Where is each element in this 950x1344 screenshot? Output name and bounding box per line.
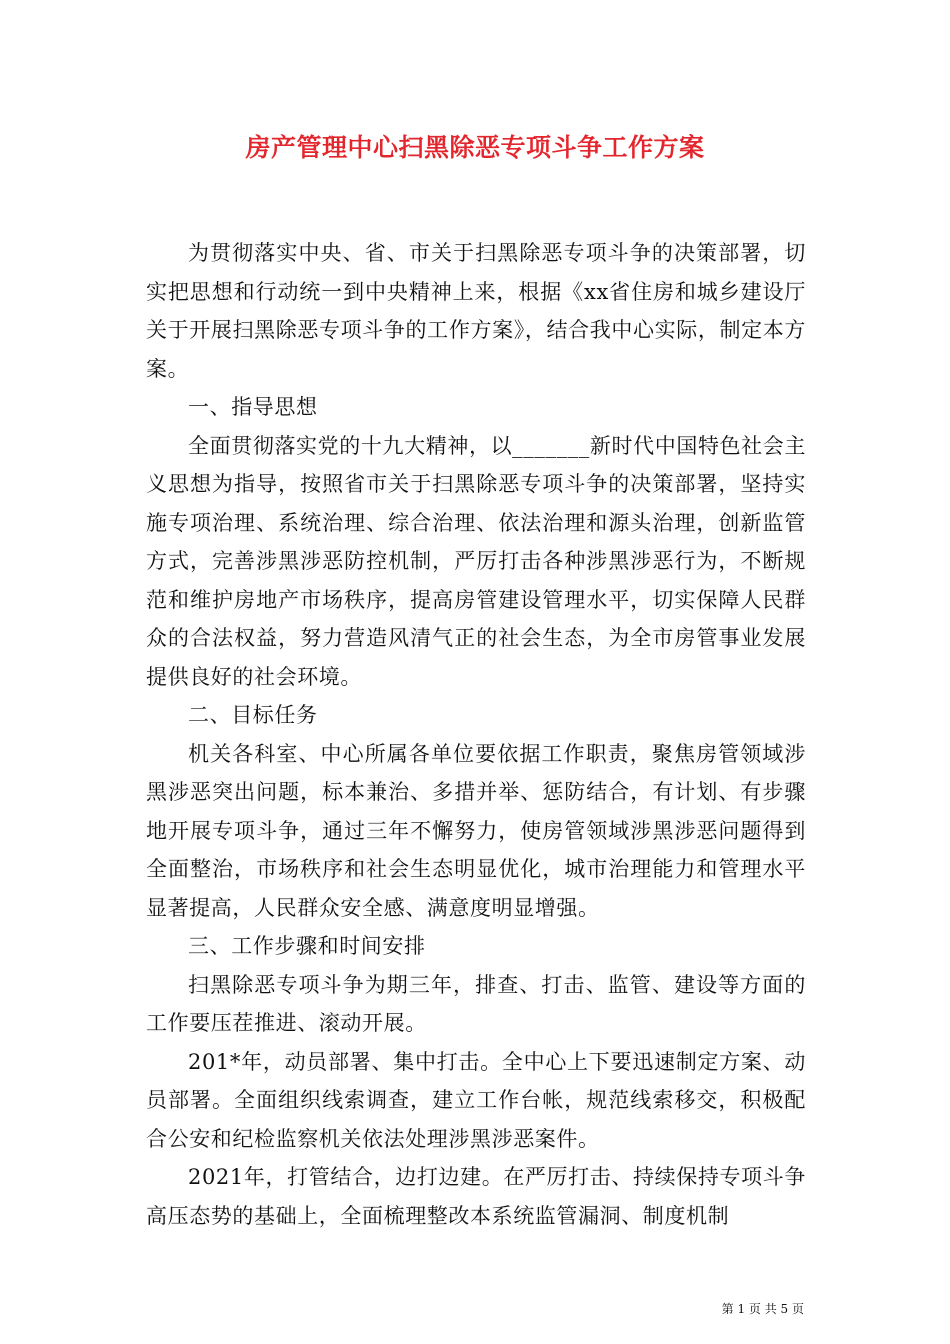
section-heading-goals: 二、目标任务 (188, 703, 318, 727)
intro-paragraph: 为贯彻落实中央、省、市关于扫黑除恶专项斗争的决策部署，切实把思想和行动统一到中央精神上来，根据《xx省住房和城乡建设厅关于开展扫黑除恶专项斗争的工作方案》，结合我中心实际，制定本方案。 (146, 241, 806, 381)
schedule-paragraph: 扫黑除恶专项斗争为期三年，排查、打击、监管、建设等方面的工作要压茬推进、滚动开展。 (146, 972, 806, 1035)
year-one-paragraph: 201*年，动员部署、集中打击。全中心上下要迅速制定方案、动员部署。全面组织线索调查，建立工作台帐，规范线索移交，积极配合公安和纪检监察机关依法处理涉黑涉恶案件。 (146, 1049, 806, 1151)
document-title: 房产管理中心扫黑除恶专项斗争工作方案 (245, 133, 705, 162)
document-body (146, 234, 806, 1235)
section-heading-guiding-ideology: 一、指导思想 (188, 395, 318, 419)
page-number: 第 1 页 共 5 页 (721, 1302, 804, 1316)
year-two-paragraph: 2021年，打管结合，边打边建。在严厉打击、持续保持专项斗争高压态势的基础上，全面梳理整改本系统监管漏洞、制度机制 (146, 1165, 806, 1228)
guiding-ideology-paragraph: 全面贯彻落实党的十九大精神，以_______新时代中国特色社会主义思想为指导，按照省市关于扫黑除恶专项斗争的决策部署，坚持实施专项治理、系统治理、综合治理、依法治理和源头治理，创新监管方式，完善涉黑涉恶防控机制，严厉打击各种涉黑涉恶行为，不断规范和维护房地产市场秩序，提高房管建设管理水平，切实保障人民群众的合法权益，努力营造风清气正的社会生态，为全市房管事业发展提供良好的社会环境。 (146, 433, 806, 689)
goals-paragraph: 机关各科室、中心所属各单位要依据工作职责，聚焦房管领域涉黑涉恶突出问题，标本兼治、多措并举、惩防结合，有计划、有步骤地开展专项斗争，通过三年不懈努力，使房管领域涉黑涉恶问题得到全面整治，市场秩序和社会生态明显优化，城市治理能力和管理水平显著提高，人民群众安全感、满意度明显增强。 (146, 741, 806, 920)
section-heading-schedule: 三、工作步骤和时间安排 (188, 934, 426, 958)
